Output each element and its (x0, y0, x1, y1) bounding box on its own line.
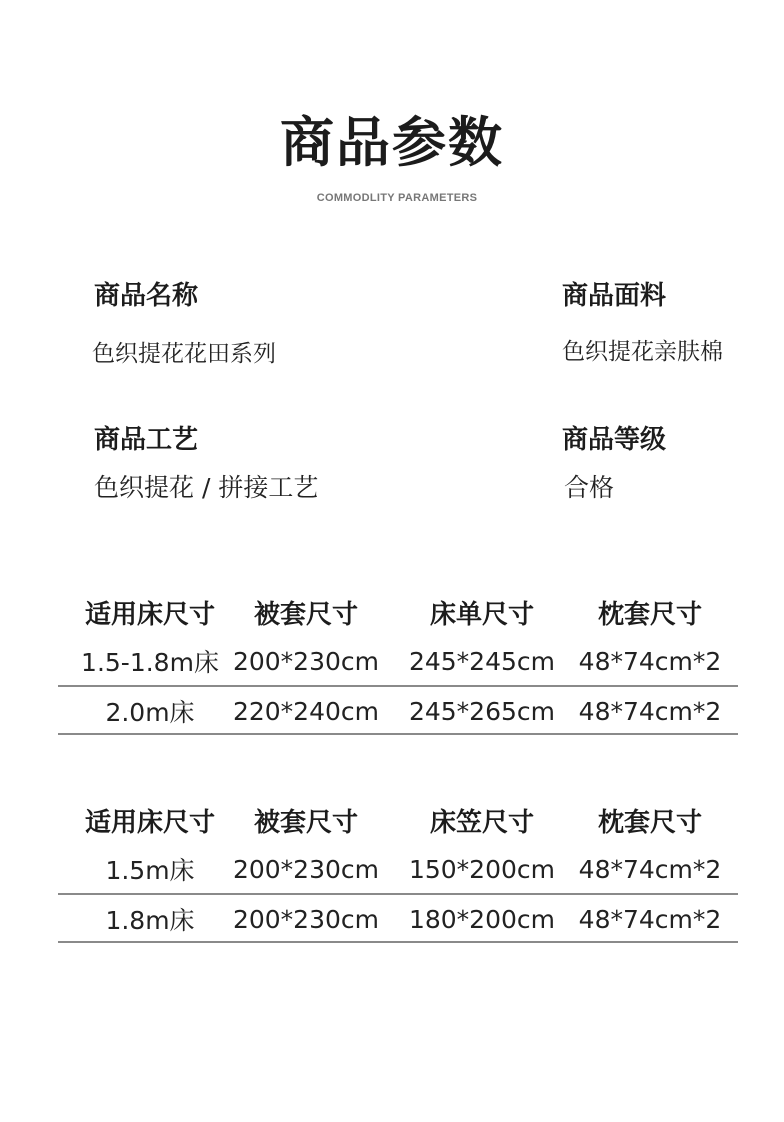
table-row (58, 686, 738, 736)
param-value-craft: 色织提花 / 拼接工艺 (94, 473, 319, 502)
table-cell: 245*265cm (408, 696, 556, 726)
param-value-grade: 合格 (564, 473, 615, 502)
table-header-cell: 适用床尺寸 (84, 807, 215, 838)
table-cell: 1.5-1.8m床 (81, 648, 219, 677)
table-divider (58, 685, 738, 687)
table-row (58, 894, 738, 944)
table-cell: 48*74cm*2 (578, 646, 722, 676)
table-header-row (58, 588, 738, 636)
table-cell: 200*230cm (232, 646, 380, 676)
page-subtitle: COMMODLITY PARAMETERS (316, 192, 478, 204)
table-header-cell: 枕套尺寸 (597, 599, 702, 630)
table-cell: 200*230cm (232, 854, 380, 884)
table-cell: 1.8m床 (105, 906, 195, 935)
table-cell: 150*200cm (408, 854, 556, 884)
size-table-fitted-sheet (58, 796, 738, 944)
table-header-cell: 床笠尺寸 (429, 807, 534, 838)
table-cell: 180*200cm (408, 904, 556, 934)
table-divider (58, 941, 738, 943)
param-value-fabric: 色织提花亲肤棉 (562, 339, 723, 365)
param-label-fabric: 商品面料 (562, 281, 667, 311)
table-cell: 48*74cm*2 (578, 854, 722, 884)
table-header-row (58, 796, 738, 844)
table-cell: 48*74cm*2 (578, 904, 722, 934)
table-header-cell: 被套尺寸 (253, 599, 358, 630)
table-header-cell: 适用床尺寸 (84, 599, 215, 630)
table-cell: 245*245cm (408, 646, 556, 676)
param-label-name: 商品名称 (94, 281, 199, 311)
table-divider (58, 893, 738, 895)
table-header-cell: 枕套尺寸 (597, 807, 702, 838)
size-table-sheet (58, 588, 738, 736)
param-label-grade: 商品等级 (562, 425, 667, 455)
param-value-name: 色织提花花田系列 (92, 341, 276, 367)
table-cell: 200*230cm (232, 904, 380, 934)
param-label-craft: 商品工艺 (94, 425, 199, 455)
table-divider (58, 733, 738, 735)
table-header-cell: 被套尺寸 (253, 807, 358, 838)
table-row (58, 844, 738, 894)
table-cell: 1.5m床 (105, 856, 195, 885)
table-header-cell: 床单尺寸 (429, 599, 534, 630)
table-cell: 220*240cm (232, 696, 380, 726)
page-title: 商品参数 (280, 111, 504, 174)
table-cell: 48*74cm*2 (578, 696, 722, 726)
table-row (58, 636, 738, 686)
table-cell: 2.0m床 (105, 698, 195, 727)
